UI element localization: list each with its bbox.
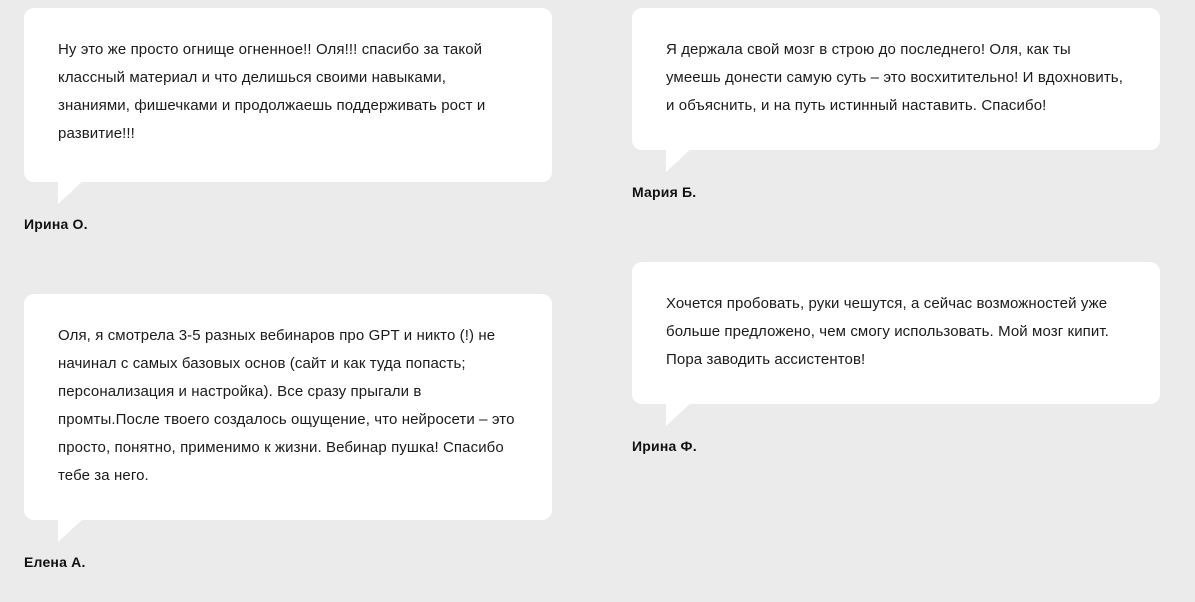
- testimonial-author: Мария Б.: [632, 184, 697, 200]
- testimonial-card: [632, 262, 1160, 454]
- testimonials-columns: [24, 0, 1171, 570]
- testimonial-bubble: [24, 8, 552, 182]
- speech-bubble-tail-icon: [58, 180, 84, 204]
- speech-bubble-tail-icon: [58, 518, 84, 542]
- left-column: [24, 0, 552, 570]
- testimonial-text: Ну это же просто огнище огненное!! Оля!!! спасибо за такой классный материал и что делишься своими навыками, знаниями, фишечками и продолжаешь поддерживать рост и развитие!!!: [58, 41, 490, 142]
- testimonial-text: Хочется пробовать, руки чешутся, а сейчас возможностей уже больше предложено, чем смогу использовать. Мой мозг кипит. Пора заводить ассистентов!: [666, 295, 1114, 368]
- testimonial-bubble: [24, 294, 552, 520]
- testimonial-card: [24, 294, 552, 570]
- testimonial-text: Оля, я смотрела 3-5 разных вебинаров про GPT и никто (!) не начинал с самых базовых основ (сайт и как туда попасть; персонализация и настройка). Все сразу прыгали в промты.После твоего создалось ощущение, что нейросети – это просто, понятно, применимо к жизни. Вебинар пушка! Спасибо тебе за него.: [58, 327, 519, 484]
- testimonial-author: Елена А.: [24, 554, 86, 570]
- testimonial-author: Ирина Ф.: [632, 438, 697, 454]
- testimonial-card: [24, 8, 552, 232]
- testimonial-bubble: [632, 262, 1160, 404]
- testimonial-bubble: [632, 8, 1160, 150]
- testimonial-author: Ирина О.: [24, 216, 88, 232]
- testimonial-text: Я держала свой мозг в строю до последнего! Оля, как ты умеешь донести самую суть – это восхитительно! И вдохновить, и объяснить, и на путь истинный наставить. Спасибо!: [666, 41, 1128, 114]
- speech-bubble-tail-icon: [666, 402, 692, 426]
- testimonial-card: [632, 8, 1160, 200]
- right-column: [632, 0, 1160, 454]
- speech-bubble-tail-icon: [666, 148, 692, 172]
